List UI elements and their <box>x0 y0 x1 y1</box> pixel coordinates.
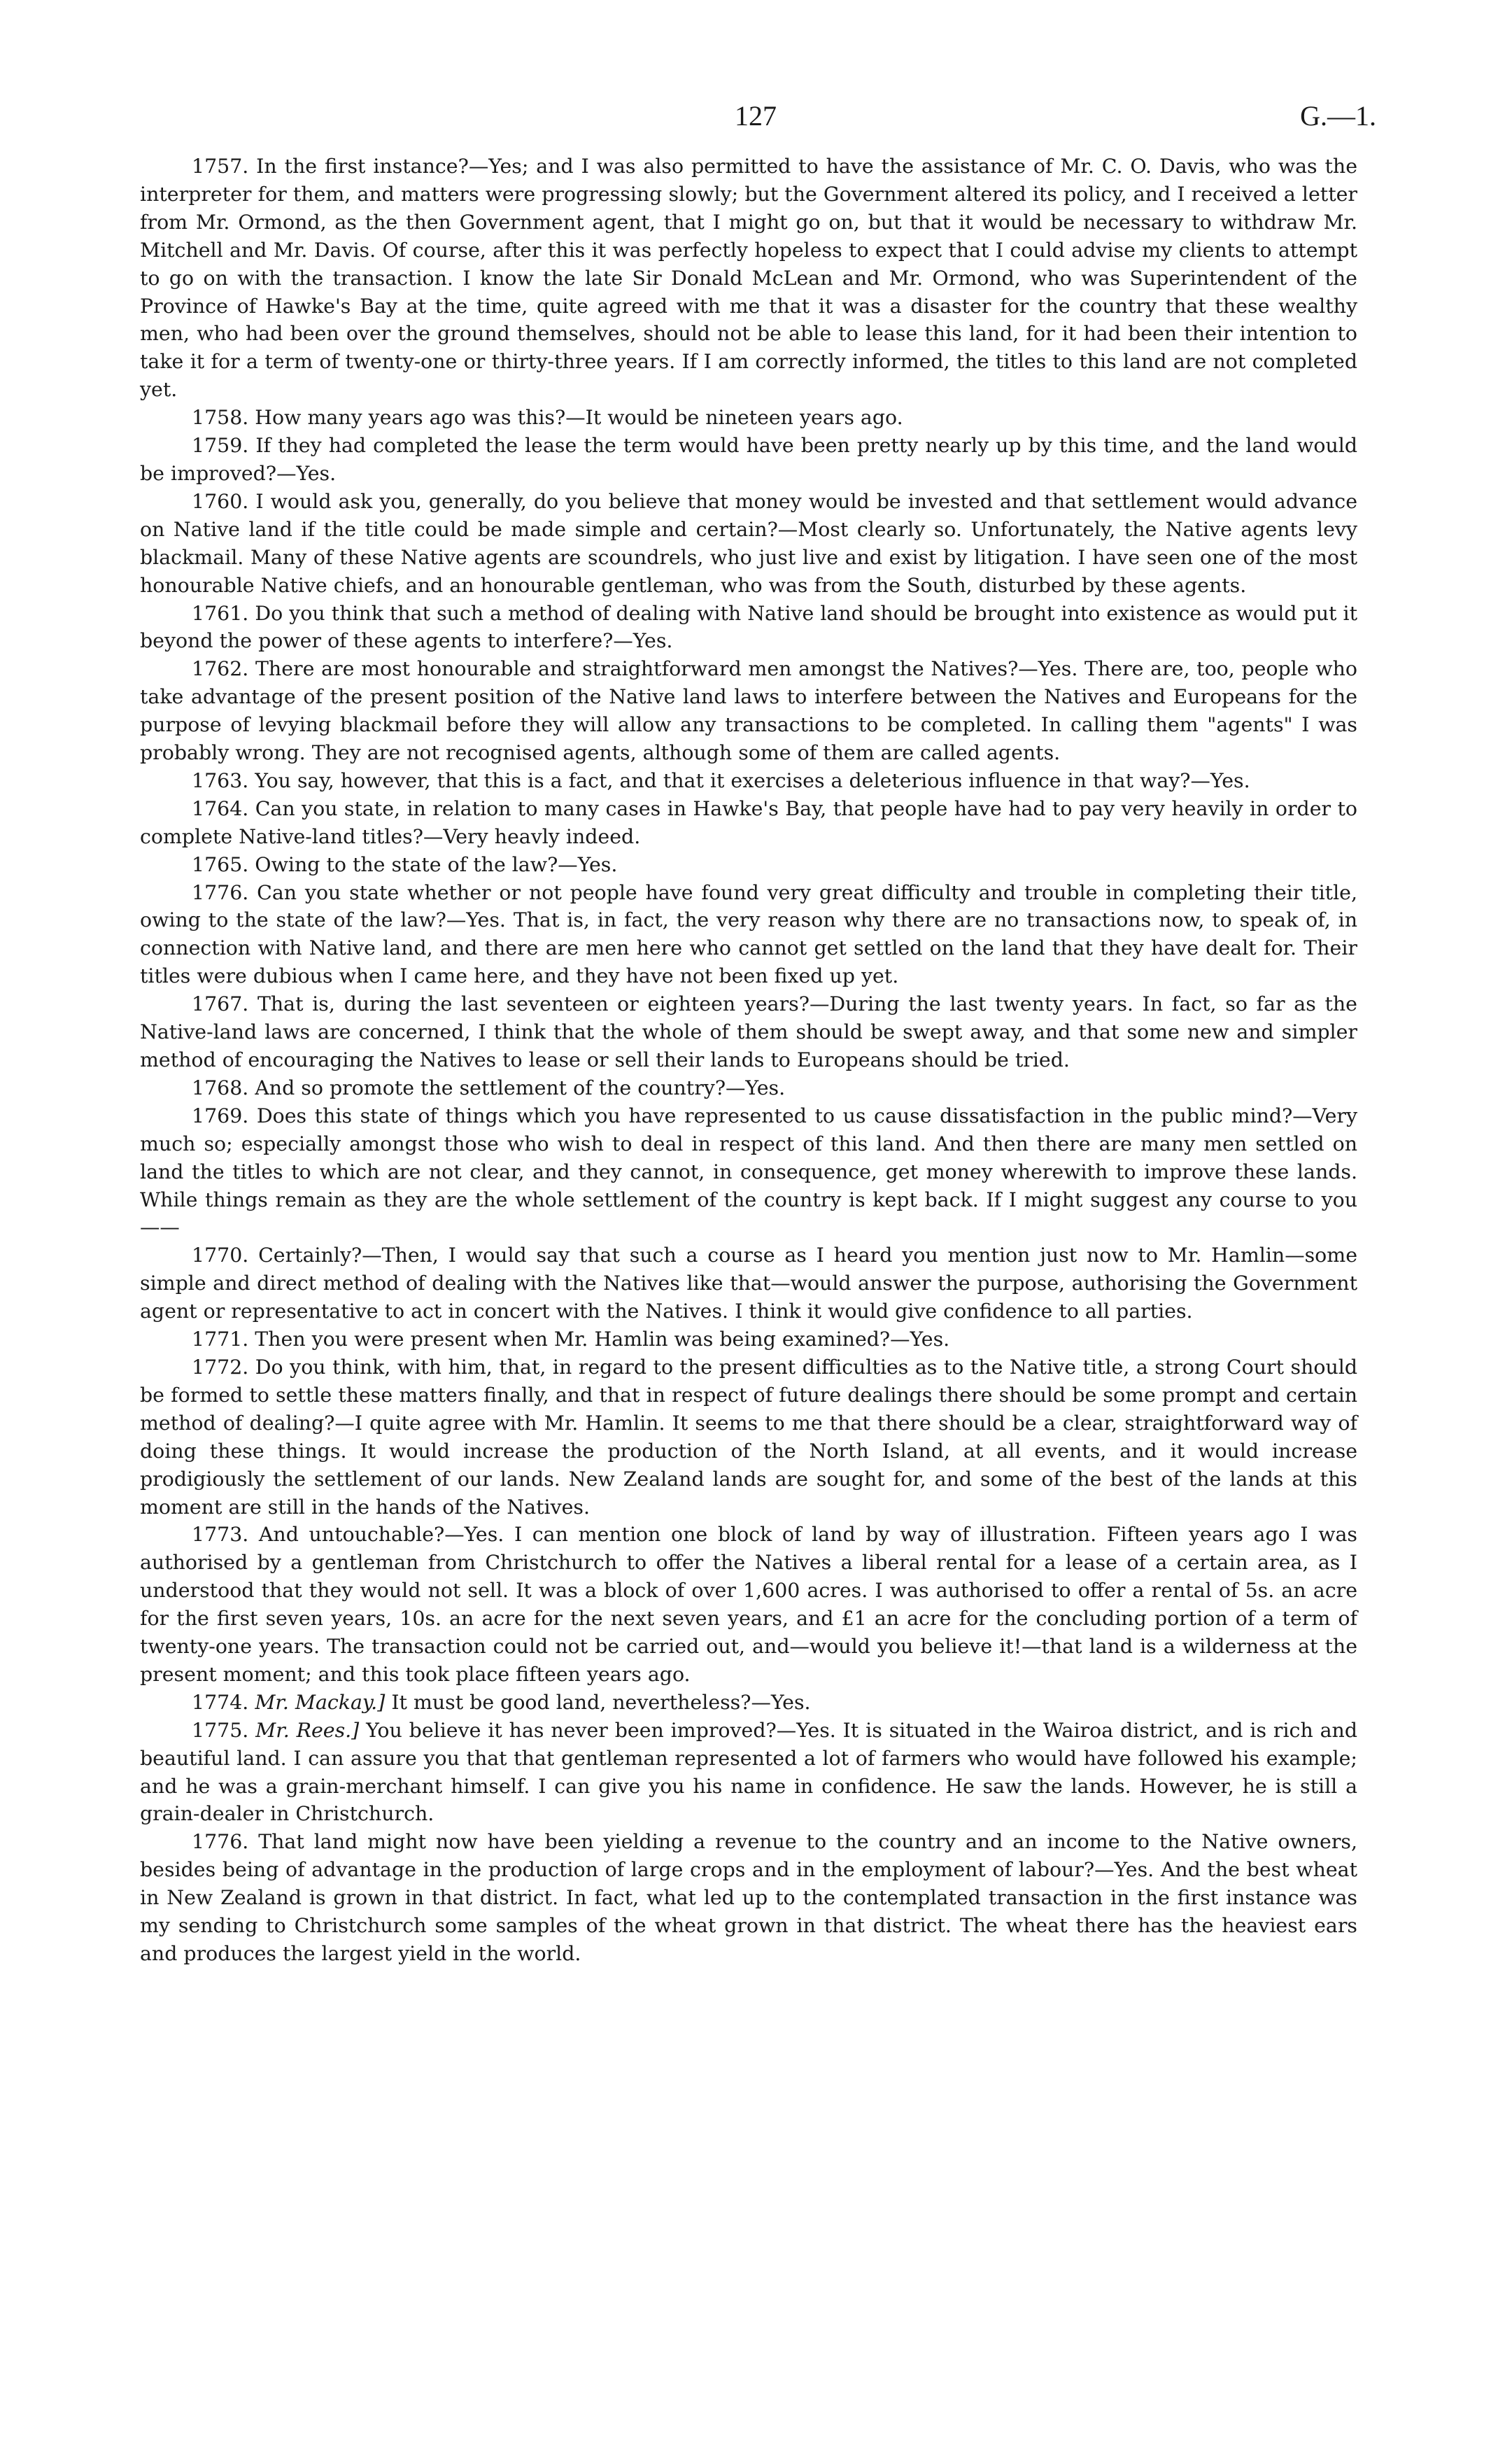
paragraph-1765: 1765. Owing to the state of the law?—Yes. <box>192 852 618 876</box>
paragraph-1776-final: 1776. That land might now have been yielding a revenue to the country and an income to the Native owners, besides being of advantage in the production of large crops and in the employment of labour?—Yes. And the best wheat in New Zealand is grown in that district. In fact, what led up to the contemplated transaction in the first instance was my sending to Christchurch some samples of the wheat grown in that district. The wheat there has the heaviest ears and produces the largest yield in the world. <box>140 1830 1357 1965</box>
page-number: 127 <box>735 100 777 132</box>
paragraph-1772: 1772. Do you think, with him, that, in regard to the present difficulties as to the Native title, a strong Court should be formed to settle these matters finally, and that in respect of future dealings there should be some prompt and certain method of dealing?—I quite agree with Mr. Hamlin. It seems to me that there should be a clear, straightforward way of doing these things. It would increase the production of the North Island, at all events, and it would increase prodigiously the settlement of our lands. New Zealand lands are sought for, and some of the best of the lands at this moment are still in the hands of the Natives. <box>140 1355 1357 1519</box>
paragraph-1767: 1767. That is, during the last seventeen or eighteen years?—During the last twenty years. In fact, so far as the Native-land laws are concerned, I think that the whole of them should be swept away, and that some new and simpler method of encouraging the Natives to lease or sell their lands to Europeans should be tried. <box>140 992 1357 1071</box>
paragraph-1761: 1761. Do you think that such a method of dealing with Native land should be brought into existence as would put it beyond the power of these agents to interfere?—Yes. <box>140 601 1357 653</box>
paragraph-1768: 1768. And so promote the settlement of the country?—Yes. <box>192 1076 786 1099</box>
paragraph-1757: 1757. In the first instance?—Yes; and I was also permitted to have the assistance of Mr. C. O. Davis, who was the interpreter for them, and matters were progressing slowly; but the Government altered its policy, and I received a letter from Mr. Ormond, as the then Government agent, that I might go on, but that it would be necessary to withdraw Mr. Mitchell and Mr. Davis. Of course, after this it was perfectly hopeless to expect that I could advise my clients to attempt to go on with the transaction. I know the late Sir Donald McLean and Mr. Ormond, who was Superintendent of the Province of Hawke's Bay at the time, quite agreed with me that it was a disaster for the country that these wealthy men, who had been over the ground themselves, should not be able to lease this land, for it had been their intention to take it for a term of twenty-one or thirty-three years. If I am correctly informed, the titles to this land are not completed yet. <box>140 155 1357 402</box>
evidence-transcript <box>140 153 1357 1968</box>
paragraph-1775 <box>140 1717 1357 1829</box>
paragraph-1769: 1769. Does this state of things which you have represented to us cause dissatisfaction in the public mind?—Very much so; especially amongst those who wish to deal in respect of this land. And then there are many men settled on land the titles to which are not clear, and they cannot, in consequence, get money wherewith to improve these lands. While things remain as they are the whole settlement of the country is kept back. If I might suggest any course to you—— <box>140 1104 1357 1239</box>
paragraph-1770: 1770. Certainly?—Then, I would say that such a course as I heard you mention just now to Mr. Hamlin—some simple and direct method of dealing with the Natives like that—would answer the purpose, authorising the Government agent or representative to act in concert with the Natives. I think it would give confidence to all parties. <box>140 1244 1357 1323</box>
paragraph-1760: 1760. I would ask you, generally, do you believe that money would be invested and that settlement would advance on Native land if the title could be made simple and certain?—Most clearly so. Unfortunately, the Native agents levy blackmail. Many of these Native agents are scoundrels, who just live and exist by litigation. I have seen one of the most honourable Native chiefs, and an honourable gentleman, who was from the South, disturbed by these agents. <box>140 489 1357 597</box>
question-number: 1775. <box>192 1718 249 1742</box>
paragraph-1759: 1759. If they had completed the lease the term would have been pretty nearly up by this time, and the land would be improved?—Yes. <box>140 434 1357 485</box>
paragraph-1774 <box>140 1689 1357 1717</box>
paragraph-text: You believe it has never been improved?—Yes. It is situated in the Wairoa district, and is rich and beautiful land. I can assure you that that gentleman represented a lot of farmers who would have followed his example; and he was a grain-merchant himself. I can give you his name in confidence. He saw the lands. However, he is still a grain-dealer in Christchurch. <box>140 1718 1357 1826</box>
paragraph-1773: 1773. And untouchable?—Yes. I can mention one block of land by way of illustration. Fifteen years ago I was authorised by a gentleman from Christchurch to offer the Natives a liberal rental for a lease of a certain area, as I understood that they would not sell. It was a block of over 1,600 acres. I was authorised to offer a rental of 5s. an acre for the first seven years, 10s. an acre for the next seven years, and £1 an acre for the concluding portion of a term of twenty-one years. The transaction could not be carried out, and—would you believe it!—that land is a wilderness at the present moment; and this took place fifteen years ago. <box>140 1523 1357 1686</box>
paragraph-1771: 1771. Then you were present when Mr. Hamlin was being examined?—Yes. <box>192 1328 950 1351</box>
paragraph-1762: 1762. There are most honourable and straightforward men amongst the Natives?—Yes. There are, too, people who take advantage of the present position of the Native land laws to interfere between the Natives and Europeans for the purpose of levying blackmail before they will allow any transactions to be completed. In calling them "agents" I was probably wrong. They are not recognised agents, although some of them are called agents. <box>140 657 1357 765</box>
paragraph-text: It must be good land, nevertheless?—Yes. <box>391 1690 811 1714</box>
paragraph-1758: 1758. How many years ago was this?—It would be nineteen years ago. <box>192 406 903 430</box>
paragraph-1763: 1763. You say, however, that this is a fact, and that it exercises a deleterious influence in that way?—Yes. <box>192 768 1250 792</box>
document-reference: G.—1. <box>1300 100 1376 132</box>
speaker-name: Mr. Rees.] <box>255 1718 360 1742</box>
paragraph-1764: 1764. Can you state, in relation to many cases in Hawke's Bay, that people have had to pay very heavily in order to complete Native-land titles?—Very heavly indeed. <box>140 796 1357 848</box>
speaker-name: Mr. Mackay.] <box>255 1690 386 1714</box>
question-number: 1774. <box>192 1690 249 1714</box>
paragraph-1766: 1776. Can you state whether or not people have found very great difficulty and trouble in completing their title, owing to the state of the law?—Yes. That is, in fact, the very reason why there are no transactions now, to speak of, in connection with Native land, and there are men here who cannot get settled on the land that they have dealt for. Their titles were dubious when I came here, and they have not been fixed up yet. <box>140 880 1357 988</box>
